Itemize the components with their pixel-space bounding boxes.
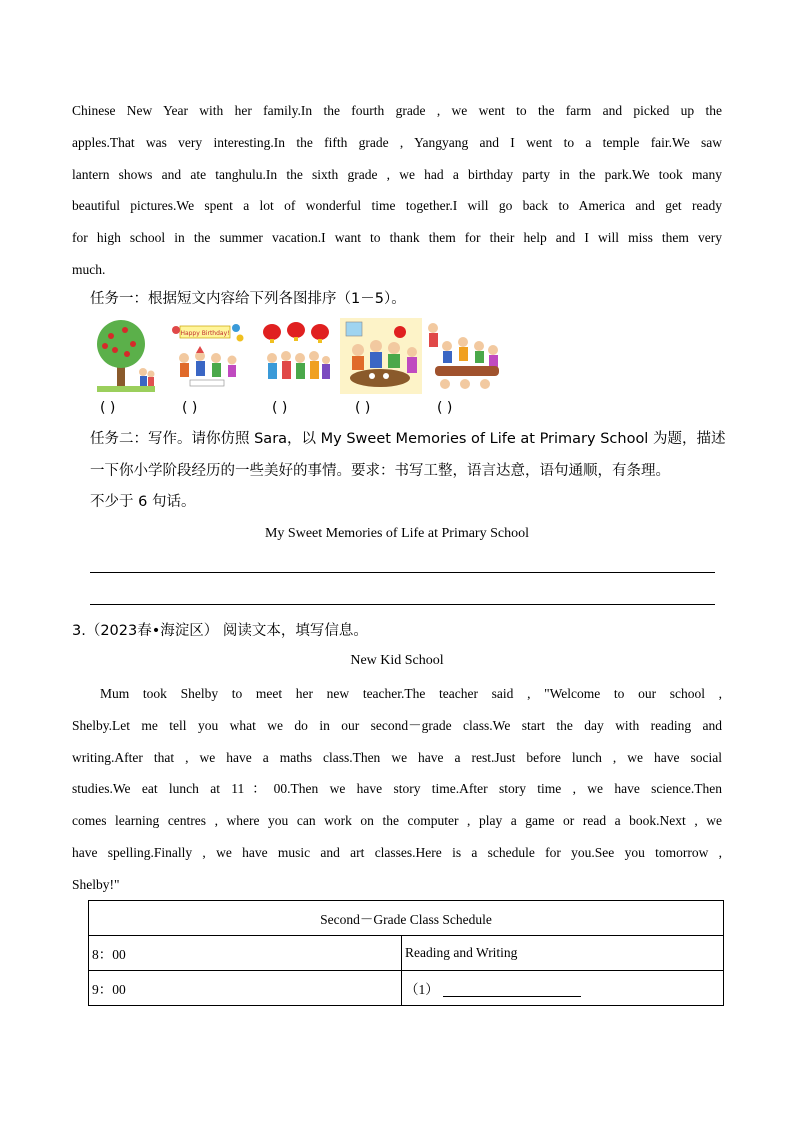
answer-paren-4[interactable]: ( ) [355,400,371,416]
task-two-instruction: 任务二：写作。请你仿照 Sara，以 My Sweet Memories of Life at Primary School 为题，描述 一下你小学阶段经历的一些美好的事情。要求：书写工整，语言达意，语句通顺，有条理。 不少于 6 句话。 [90,431,726,510]
group-celebration-picture [425,318,503,394]
passage-1 [72,95,722,286]
schedule-time: 8：00 [89,936,402,971]
schedule-table [88,900,724,1006]
passage-line: studies.We eat lunch at 11：00.Then we have story time.After story time , we have science.Then [72,781,722,797]
passage-line: Shelby!" [72,876,120,892]
passage-line: Chinese New Year with her family.In the fourth grade , we went to the farm and picked up the [72,103,722,118]
picture-strip [95,318,505,396]
schedule-title: Second－Grade Class Schedule [89,901,724,936]
essay-title: My Sweet Memories of Life at Primary School [264,526,529,541]
answer-paren-5[interactable]: ( ) [437,400,453,416]
schedule-activity: Reading and Writing [402,936,724,971]
passage-line: comes learning centres , where you can work on the computer , play a game or read a book.Next , we [72,813,722,829]
answer-paren-2[interactable]: ( ) [182,400,198,416]
passage-line: Mum took Shelby to meet her new teacher.The teacher said , "Welcome to our school , [100,686,722,701]
passage-line: for high school in the summer vacation.I want to thank them for their help and I will miss them very [72,230,722,246]
task-one-instruction: 任务一：根据短文内容给下列各图排序（1－5）。 [90,291,406,307]
passage-line: beautiful pictures.We spent a lot of wonderful time together.I will go back to America and get ready [72,198,722,214]
family-dinner-picture [340,318,422,394]
birthday-party-picture [170,318,244,394]
passage-line: apples.That was very interesting.In the fifth grade , Yangyang and I went to a temple fair.We saw [72,134,722,150]
table-row [89,971,724,1006]
passage-line: much. [72,261,106,277]
answer-blank[interactable] [443,982,581,997]
question-3-header: 3.（2023春•海淀区） 阅读文本，填写信息。 [72,623,368,639]
farm-apple-picture [95,318,157,394]
banner-text: Happy Birthday! [180,330,230,337]
passage-line: Shelby.Let me tell you what we do in our second－grade class.We start the day with reading and [72,717,722,733]
writing-line[interactable] [90,604,715,605]
passage-line: writing.After that , we have a maths class.Then we have a rest.Just before lunch , we have social [72,749,722,765]
blank-number: （1） [405,982,439,997]
passage-2 [72,678,722,901]
answer-paren-3[interactable]: ( ) [272,400,288,416]
passage-2-title: New Kid School [350,653,444,668]
passage-line: lantern shows and ate tanghulu.In the sixth grade , we had a birthday party in the park.We took many [72,166,722,182]
writing-line[interactable] [90,572,715,573]
schedule-activity-blank[interactable] [402,971,724,1006]
answer-paren-1[interactable]: ( ) [100,400,116,416]
temple-fair-lantern-picture [260,318,332,394]
table-row [89,936,724,971]
passage-line: have spelling.Finally , we have music and art classes.Here is a schedule for you.See you tomorrow , [72,844,722,860]
schedule-time: 9：00 [89,971,402,1006]
